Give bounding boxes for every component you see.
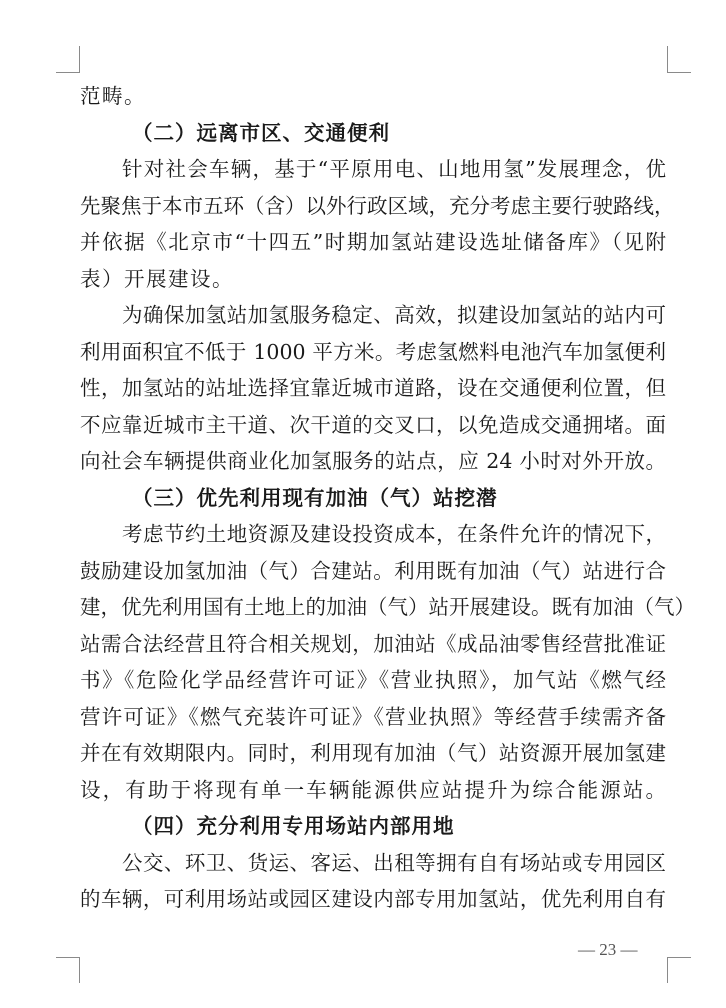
text-line: 的车辆，可利用场站或园区建设内部专用加氢站，优先利用自有 xyxy=(80,887,666,911)
text-line: 先聚焦于本市五环（含）以外行政区域，充分考虑主要行驶路线， xyxy=(80,193,675,218)
paragraph xyxy=(80,78,666,115)
crop-mark-top-right-v xyxy=(667,46,668,72)
text-line: 营许可证》《燃气充装许可证》《营业执照》等经营手续需齐备 xyxy=(80,704,666,729)
section-heading xyxy=(80,115,666,152)
text-line: 书》《危险化学品经营许可证》《营业执照》，加气站《燃气经 xyxy=(80,668,666,692)
text-line: 并在有效期限内。同时，利用现有加油（气）站资源开展加氢建 xyxy=(80,741,666,765)
heading-line: （三）优先利用现有加油（气）站挖潜 xyxy=(132,485,498,510)
crop-mark-top-left-v xyxy=(79,46,80,72)
crop-mark-top-left-h xyxy=(56,72,80,73)
text-line: 公交、环卫、货运、客运、出租等拥有自有场站或专用园区 xyxy=(122,850,666,875)
text-line: 站需合法经营且符合相关规划，加油站《成品油零售经营批准证 xyxy=(80,631,666,656)
section-heading xyxy=(80,808,666,845)
crop-mark-bottom-left-h xyxy=(56,957,80,958)
paragraph xyxy=(80,845,666,918)
text-line: 并依据《北京市“十四五”时期加氢站建设选址储备库》（见附 xyxy=(80,230,666,254)
crop-mark-top-right-h xyxy=(667,72,691,73)
page-number: — 23 — xyxy=(578,940,638,959)
text-line: 不应靠近城市主干道、次干道的交叉口，以免造成交通拥堵。面 xyxy=(80,412,666,437)
text-line: 针对社会车辆，基于“平原用电、山地用氢”发展理念，优 xyxy=(122,157,666,181)
crop-mark-bottom-right-h xyxy=(667,957,691,958)
text-line: 范畴。 xyxy=(80,84,146,108)
paragraph xyxy=(80,151,675,297)
text-line: 利用面积宜不低于 1000 平方米。考虑氢燃料电池汽车加氢便利 xyxy=(80,339,666,364)
text-line: 考虑节约土地资源及建设投资成本，在条件允许的情况下， xyxy=(122,522,666,546)
crop-mark-bottom-left-v xyxy=(79,957,80,983)
paragraph xyxy=(80,516,695,808)
heading-line: （二）远离市区、交通便利 xyxy=(132,120,390,145)
text-line: 表）开展建设。 xyxy=(80,266,234,291)
crop-mark-bottom-right-v xyxy=(667,957,668,983)
text-line: 为确保加氢站加氢服务稳定、高效，拟建设加氢站的站内可 xyxy=(122,303,666,327)
paragraph xyxy=(80,297,666,480)
section-heading xyxy=(80,480,666,517)
document-body xyxy=(80,78,695,918)
text-line: 向社会车辆提供商业化加氢服务的站点，应 24 小时对外开放。 xyxy=(80,449,666,473)
text-line: 建，优先利用国有土地上的加油（气）站开展建设。既有加油（气） xyxy=(80,595,695,619)
heading-line: （四）充分利用专用场站内部用地 xyxy=(132,814,455,838)
text-line: 性，加氢站的站址选择宜靠近城市道路，设在交通便利位置，但 xyxy=(80,376,666,400)
text-line: 鼓励建设加氢加油（气）合建站。利用既有加油（气）站进行合 xyxy=(80,558,666,583)
text-line: 设，有助于将现有单一车辆能源供应站提升为综合能源站。 xyxy=(80,777,666,802)
